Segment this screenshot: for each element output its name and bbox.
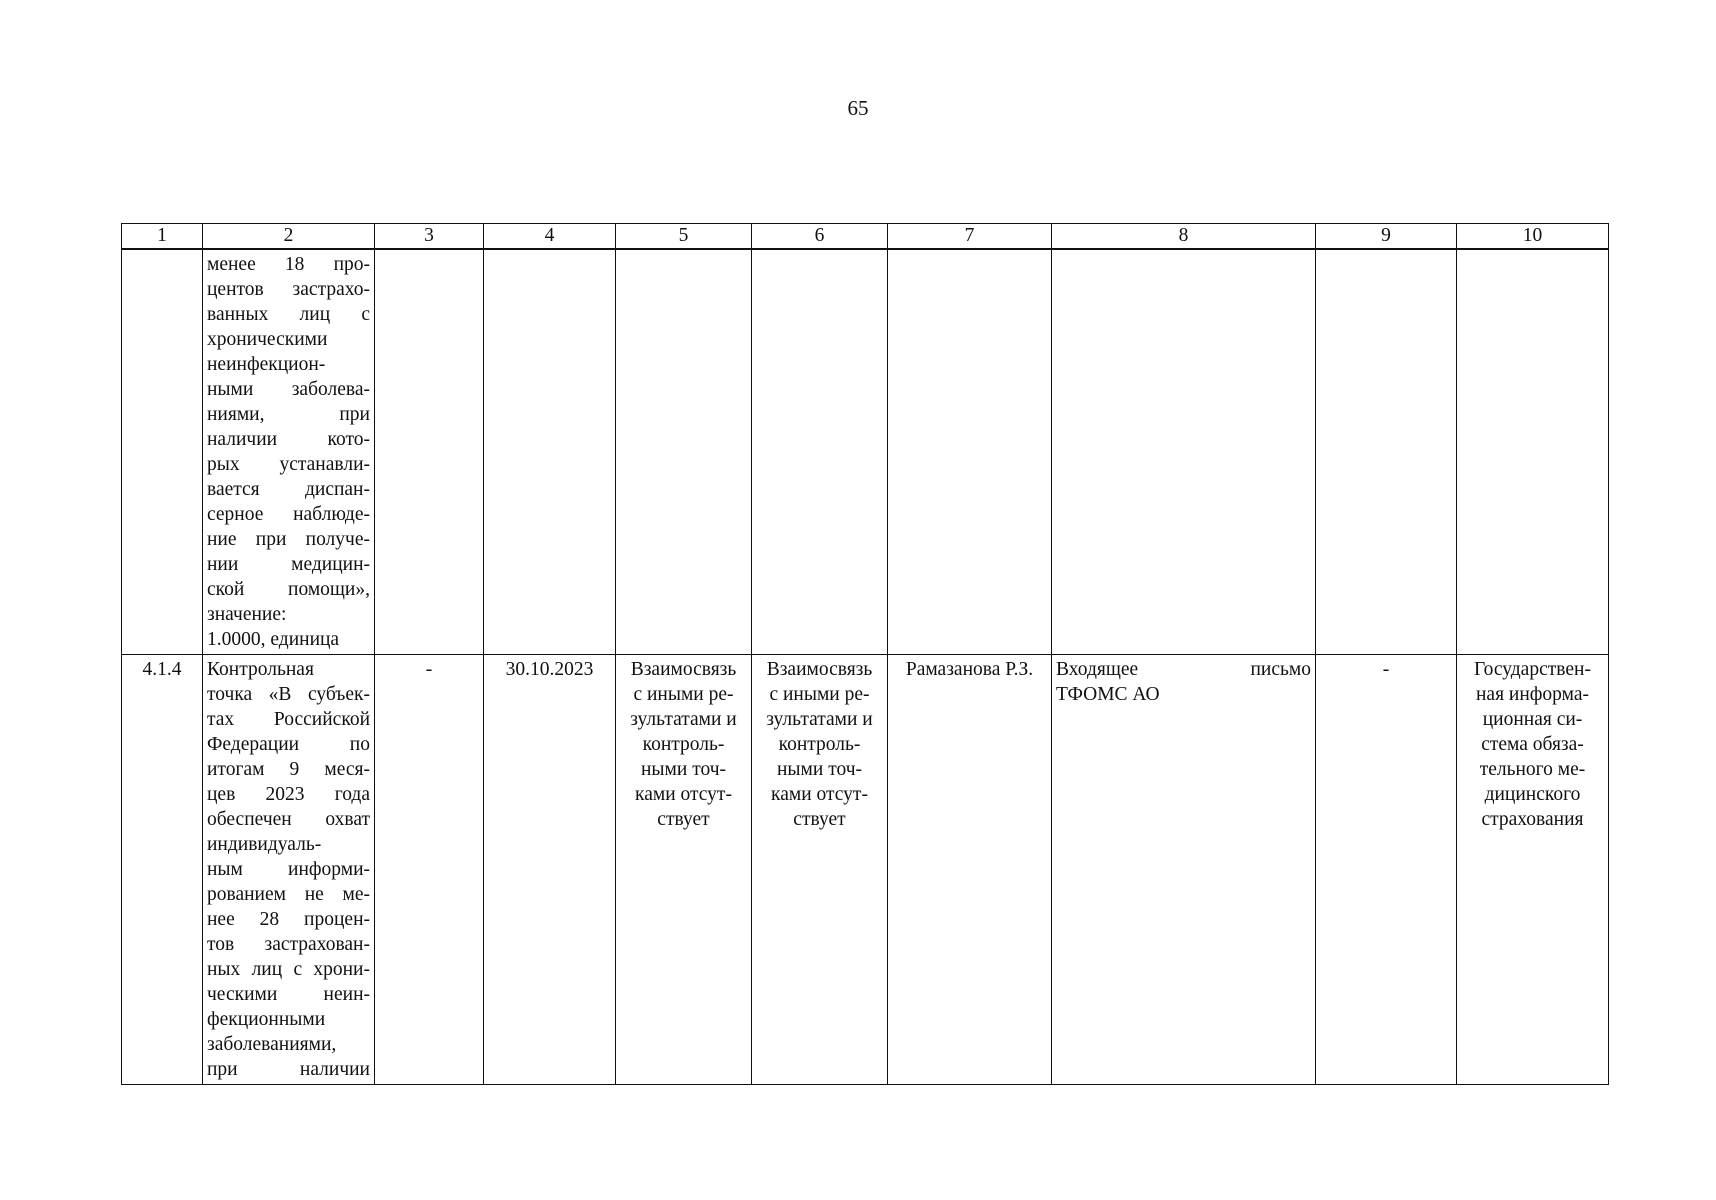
text-line: с иными ре-	[633, 684, 734, 705]
text-line: ными точ-	[641, 759, 726, 780]
text-line: при наличии	[207, 1059, 370, 1080]
text-line: ционная си-	[1482, 709, 1583, 730]
text-line: контроль-	[642, 734, 725, 755]
cell-document-type	[1052, 655, 1316, 1085]
text-line: дицинского	[1484, 784, 1581, 805]
text-line: ных лиц с хрони-	[207, 959, 370, 980]
column-number-8: 8	[1052, 224, 1316, 250]
text-line: Контрольная	[207, 659, 314, 680]
text-line: ской помощи»,	[207, 579, 370, 600]
text-line: ТФОМС АО	[1056, 684, 1160, 705]
column-number-5: 5	[616, 224, 752, 250]
cell-predecessor-link	[616, 655, 752, 1085]
text-line: 1.0000, единица	[207, 629, 340, 650]
text-line: тельного ме-	[1479, 759, 1586, 780]
text-line: наличии кото-	[207, 429, 370, 450]
text-line: заболеваниями,	[207, 1034, 337, 1055]
cell-empty	[1316, 249, 1457, 655]
text-line: нее 28 процен-	[207, 909, 370, 930]
text-line: ками отсут-	[771, 784, 868, 805]
text-line: центов застрахо-	[207, 279, 370, 300]
text-line: вается диспан-	[207, 479, 370, 500]
text-line: фекционными	[207, 1009, 326, 1030]
column-number-3: 3	[375, 224, 484, 250]
document-table	[121, 223, 1609, 1085]
cell-empty	[1457, 249, 1609, 655]
cell-empty	[616, 249, 752, 655]
text-line: ными заболева-	[207, 379, 370, 400]
cell-empty	[122, 249, 203, 655]
cell-empty	[484, 249, 616, 655]
column-number-2: 2	[203, 224, 375, 250]
cell-item-number: 4.1.4	[122, 655, 203, 1085]
text-line: менее 18 про-	[207, 254, 370, 275]
text-line: с иными ре-	[769, 684, 870, 705]
cell-info-system	[1457, 655, 1609, 1085]
cell-start-date: -	[375, 655, 484, 1085]
cell-responsible-person: Рамазанова Р.З.	[888, 655, 1052, 1085]
column-number-header-row	[122, 224, 1609, 250]
text-line: зультатами и	[766, 709, 873, 730]
column-number-6: 6	[752, 224, 888, 250]
text-line: ние при получе-	[207, 529, 370, 550]
text-line: рых устанавли-	[207, 454, 370, 475]
cell-description-continued	[203, 249, 375, 655]
text-line: нии медицин-	[207, 554, 370, 575]
table-row-4-1-4	[122, 655, 1609, 1085]
cell-empty	[752, 249, 888, 655]
text-line: Взаимосвязь	[766, 659, 873, 680]
text-line: ным информи-	[207, 859, 370, 880]
text-line: неинфекцион-	[207, 354, 326, 375]
text-line: Федерации по	[207, 734, 370, 755]
text-line: ками отсут-	[635, 784, 732, 805]
text-line: серное наблюде-	[207, 504, 370, 525]
text-line: страхования	[1481, 809, 1584, 830]
text-line: тов застрахован-	[207, 934, 370, 955]
cell-empty	[375, 249, 484, 655]
text-line: рованием не ме-	[207, 884, 370, 905]
text-line: ная информа-	[1475, 684, 1589, 705]
cell-level: -	[1316, 655, 1457, 1085]
text-line: Государствен-	[1474, 659, 1591, 680]
text-line: ствует	[657, 809, 710, 830]
text-line: зультатами и	[630, 709, 737, 730]
text-line: ными точ-	[777, 759, 862, 780]
column-number-9: 9	[1316, 224, 1457, 250]
column-number-1: 1	[122, 224, 203, 250]
text-line: хроническими	[207, 329, 328, 350]
text-line: тах Российской	[207, 709, 370, 730]
text-line: значение:	[207, 604, 287, 625]
column-number-10: 10	[1457, 224, 1609, 250]
text-line: обеспечен охват	[207, 809, 370, 830]
column-number-7: 7	[888, 224, 1052, 250]
text-line: точка «В субъек-	[207, 684, 370, 705]
text-line: стема обяза-	[1481, 734, 1584, 755]
page-number: 65	[847, 96, 869, 120]
text-line: ванных лиц с	[207, 304, 370, 325]
text-line: Взаимосвязь	[630, 659, 737, 680]
text-line: ческими неин-	[207, 984, 370, 1005]
cell-end-date: 30.10.2023	[484, 655, 616, 1085]
cell-description	[203, 655, 375, 1085]
text-line: индивидуаль-	[207, 834, 322, 855]
cell-successor-link	[752, 655, 888, 1085]
table-row-continuation	[122, 249, 1609, 655]
column-number-4: 4	[484, 224, 616, 250]
text-line: цев 2023 года	[207, 784, 370, 805]
text-line: ствует	[793, 809, 846, 830]
text-line: контроль-	[778, 734, 861, 755]
text-line: Входящее письмо	[1056, 659, 1311, 680]
cell-empty	[888, 249, 1052, 655]
cell-empty	[1052, 249, 1316, 655]
text-line: ниями, при	[207, 404, 370, 425]
text-line: итогам 9 меся-	[207, 759, 370, 780]
